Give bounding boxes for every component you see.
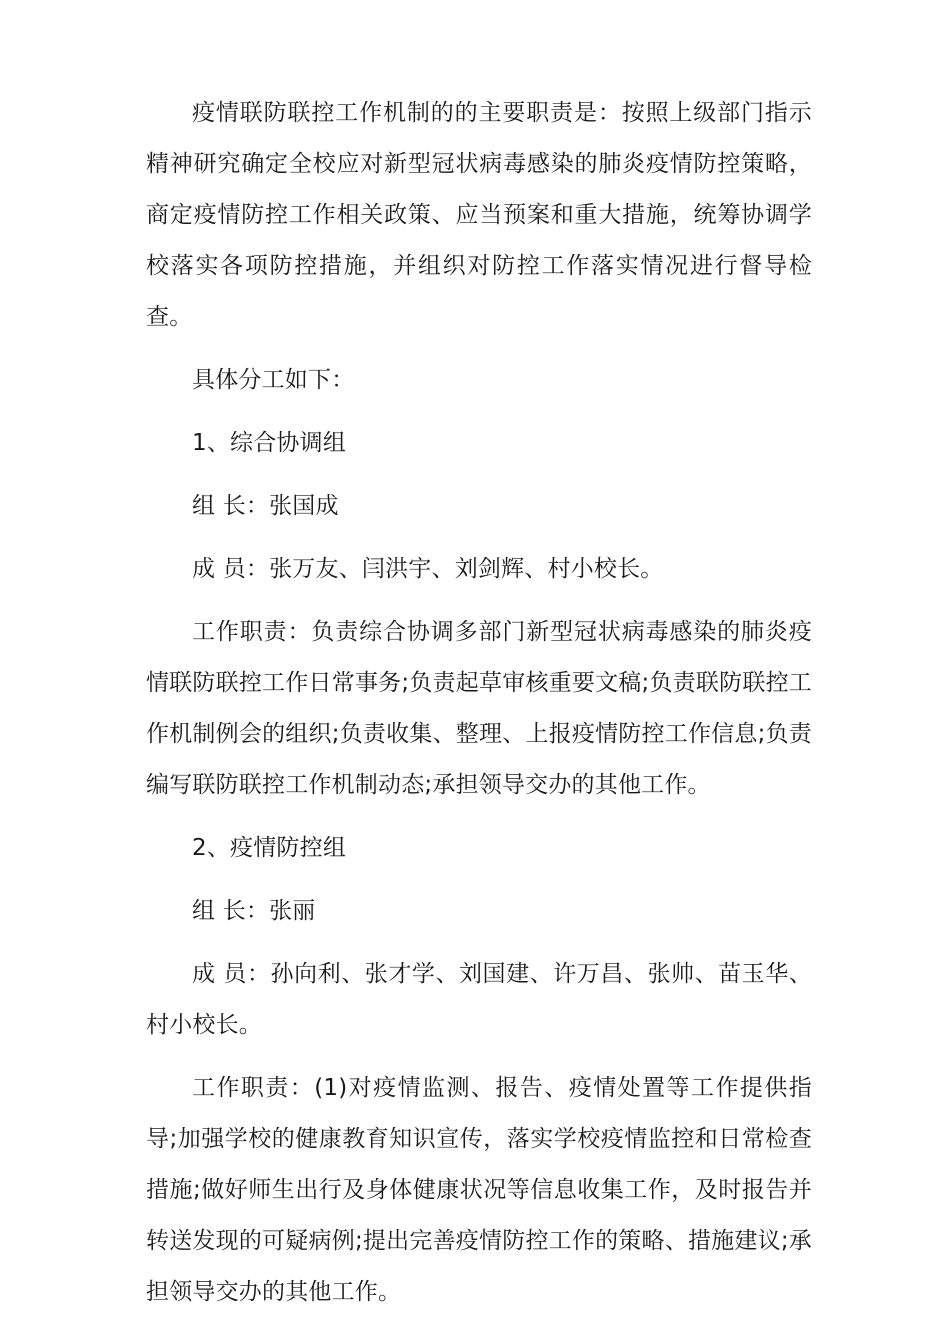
- section-heading-coordination-group: 1、综合协调组: [192, 430, 347, 456]
- paragraph-main-duties: 疫情联防联控工作机制的的主要职责是：按照上级部门指示精神研究确定全校应对新型冠状病毒感染的肺炎疫情防控策略，商定疫情防控工作相关政策、应当预案和重大措施，统筹协调学校落实各项防控措施，并组织对防控工作落实情况进行督导检查。: [146, 100, 812, 330]
- epidemic-control-group-members: 成 员：孙向利、张才学、刘国建、许万昌、张帅、苗玉华、村小校长。: [146, 961, 812, 1038]
- coordination-group-members: 成 员：张万友、闫洪宇、刘剑辉、村小校长。: [192, 556, 664, 582]
- section-heading-epidemic-control-group: 2、疫情防控组: [192, 835, 347, 861]
- epidemic-control-group-leader: 组 长：张丽: [192, 898, 316, 924]
- epidemic-control-group-duties: 工作职责：(1)对疫情监测、报告、疫情处置等工作提供指导;加强学校的健康教育知识宣传，落实学校疫情监控和日常检查措施;做好师生出行及身体健康状况等信息收集工作，及时报告并转送发现的可疑病例;提出完善疫情防控工作的策略、措施建议;承担领导交办的其他工作。: [146, 1075, 812, 1305]
- paragraph-division-intro: 具体分工如下：: [192, 367, 355, 393]
- document-page: [146, 88, 812, 1330]
- coordination-group-leader: 组 长：张国成: [192, 493, 339, 519]
- coordination-group-duties: 工作职责：负责综合协调多部门新型冠状病毒感染的肺炎疫情联防联控工作日常事务;负责起草审核重要文稿;负责联防联控工作机制例会的组织;负责收集、整理、上报疫情防控工作信息;负责编写联防联控工作机制动态;承担领导交办的其他工作。: [146, 619, 812, 798]
